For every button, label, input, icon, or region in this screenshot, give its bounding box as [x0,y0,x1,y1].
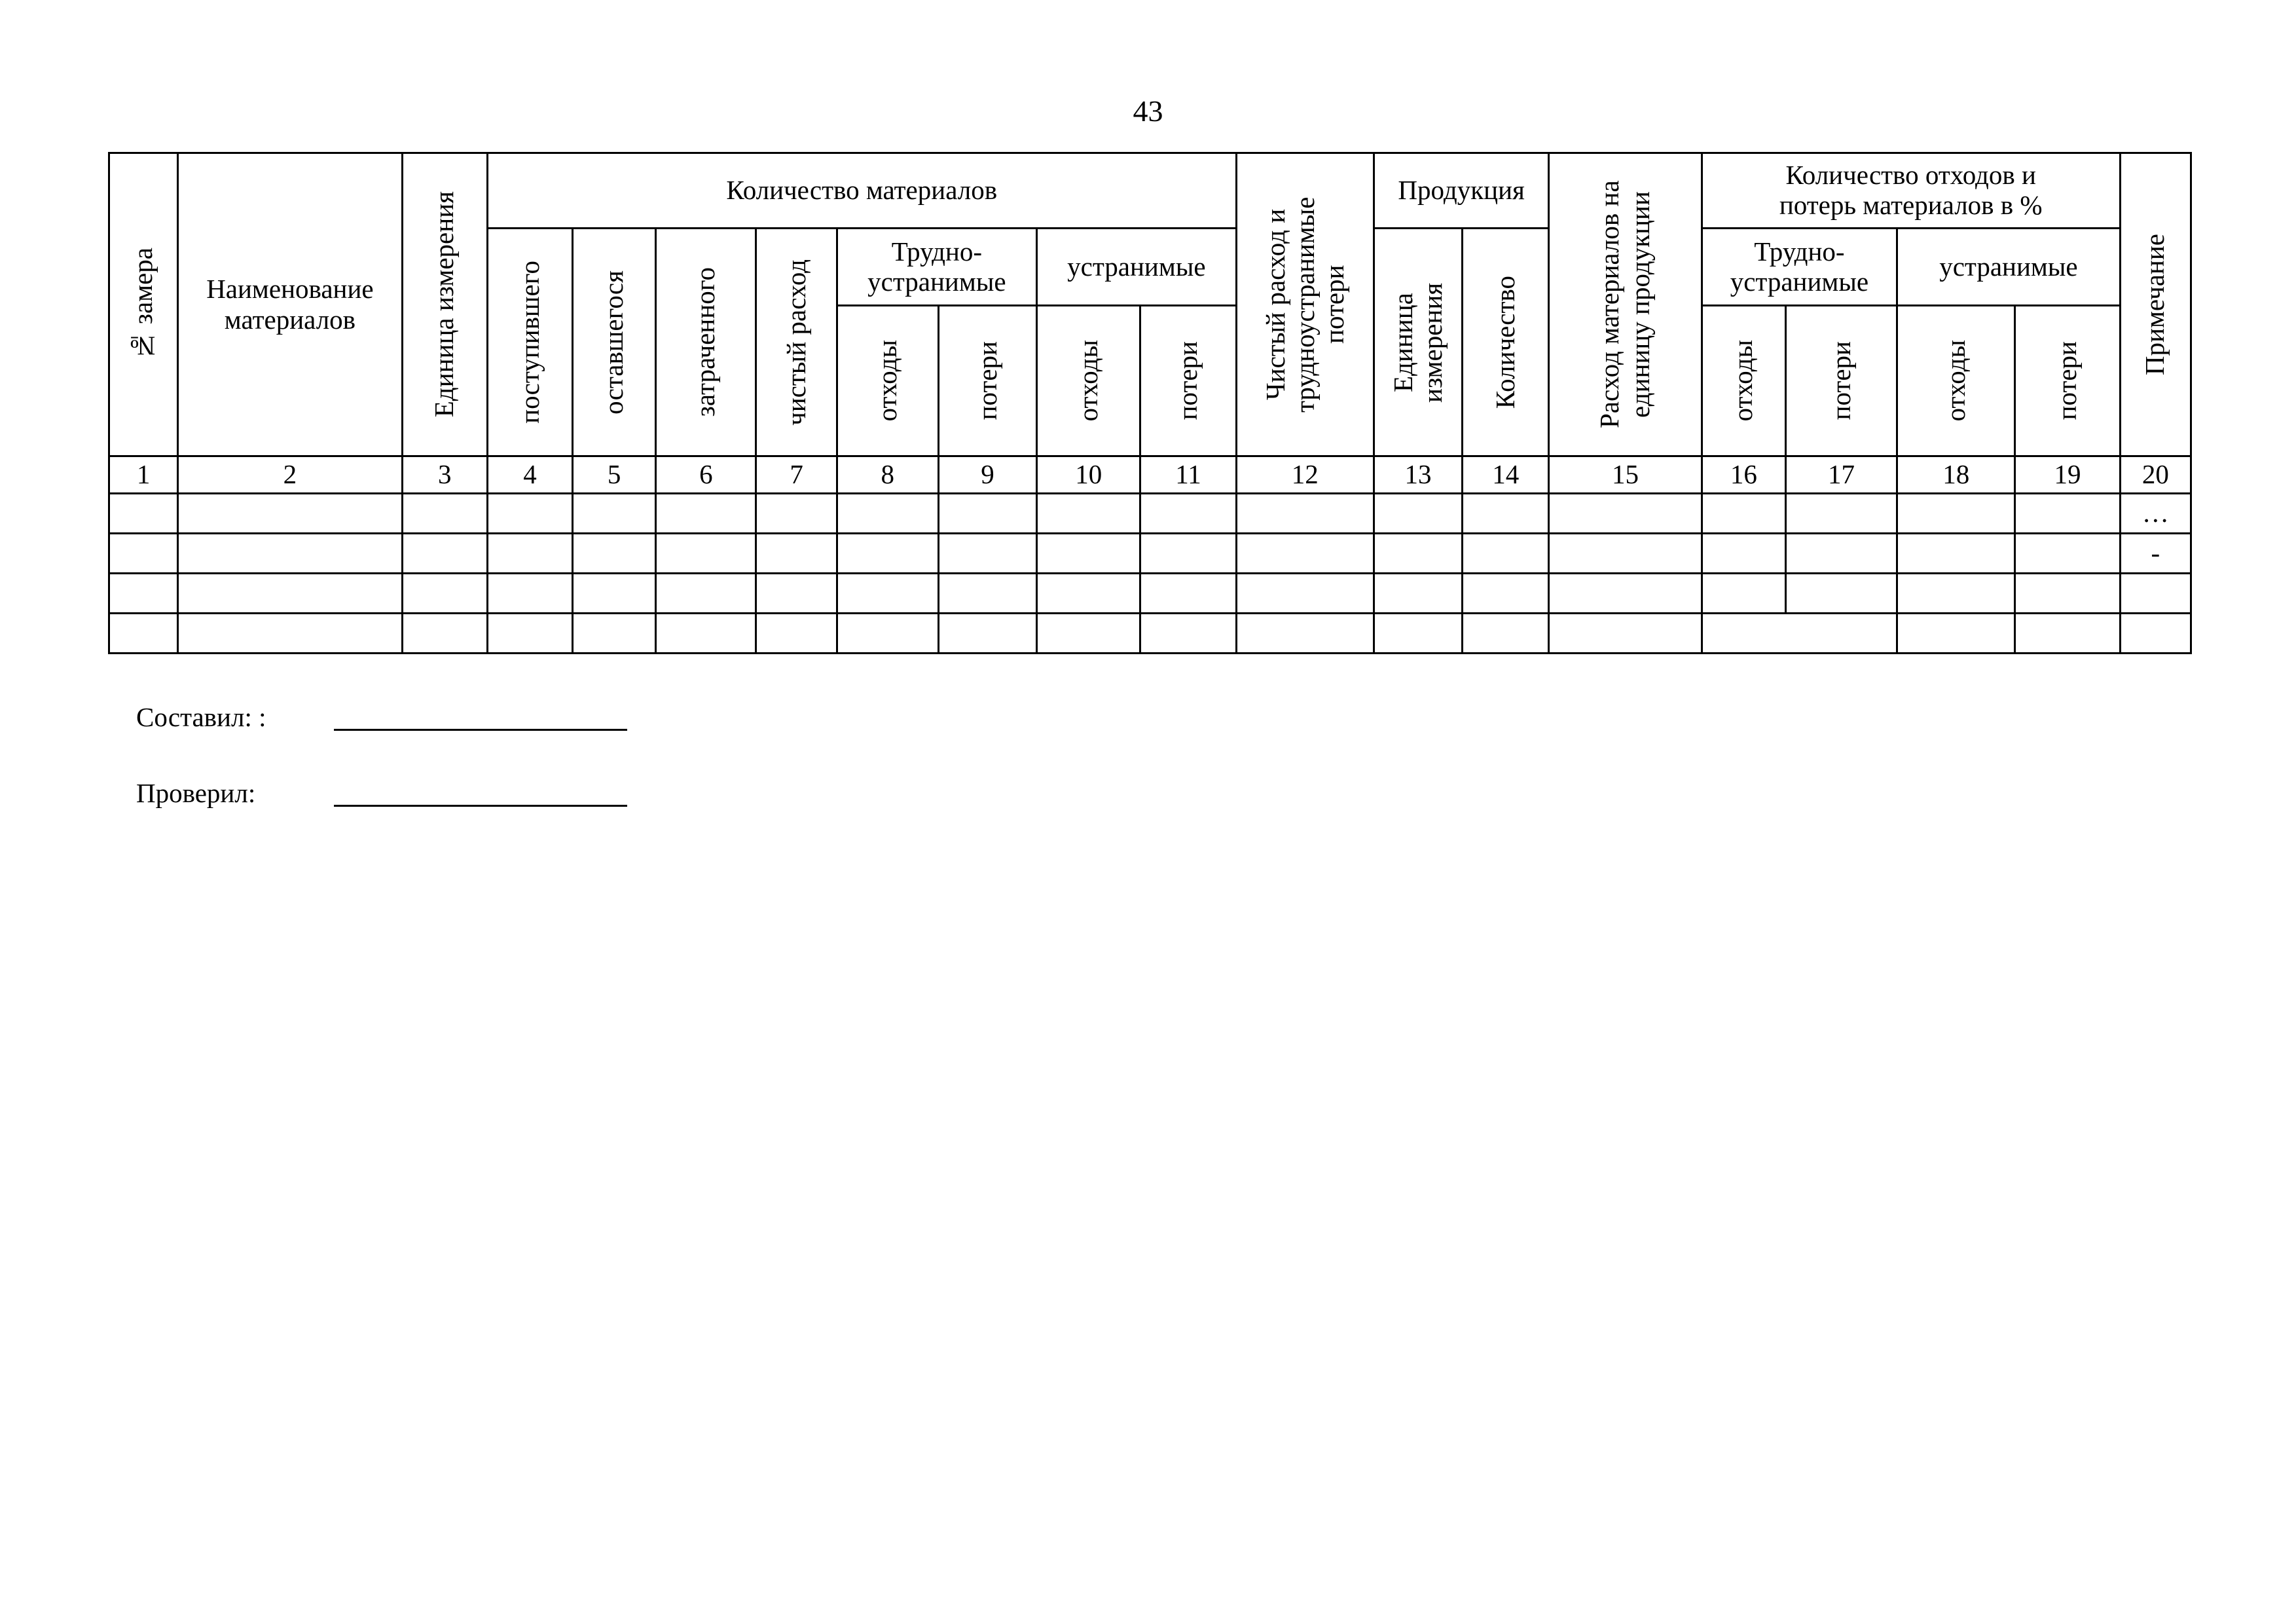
column-number: 14 [1463,456,1549,494]
header-pct-hard-waste: отходы [1702,306,1785,456]
header-pct-easy-loss: потери [2015,306,2120,456]
table-cell[interactable] [1785,574,1897,614]
column-number: 1 [109,456,178,494]
header-easy-loss: потери [1140,306,1236,456]
header-num: № замера [109,153,178,456]
table-cell[interactable] [1463,494,1549,534]
header-pct-easy-group: устранимые [1897,229,2121,306]
header-product-group: Продукция [1374,153,1548,229]
header-pct-easy-waste: отходы [1897,306,2015,456]
table-cell[interactable] [1897,614,2015,654]
column-number: 13 [1374,456,1462,494]
table-cell[interactable] [1037,494,1140,534]
table-cell[interactable] [1236,534,1374,574]
table-cell[interactable] [938,614,1036,654]
table-cell[interactable] [402,574,487,614]
table-cell[interactable] [178,494,403,534]
table-row [109,534,2191,574]
table-cell[interactable] [109,534,178,574]
column-number: 5 [573,456,656,494]
column-number: 18 [1897,456,2015,494]
table-cell[interactable] [487,574,572,614]
table-cell[interactable] [1549,614,1702,654]
table-cell[interactable] [1463,534,1549,574]
row-mark [2120,574,2191,614]
column-number: 8 [837,456,938,494]
header-product-unit: Единица измерения [1374,229,1462,456]
table-cell[interactable] [178,614,403,654]
table-cell[interactable] [756,614,837,654]
page-number: 43 [1133,94,1163,128]
table-cell[interactable] [1897,494,2015,534]
header-net: чистый расход [756,229,837,456]
column-number-row [109,456,2191,494]
table-cell[interactable] [2015,574,2120,614]
table-cell[interactable] [1037,574,1140,614]
table-cell[interactable] [837,574,938,614]
table-cell[interactable] [573,574,656,614]
table-cell[interactable] [487,614,572,654]
table-cell[interactable] [837,534,938,574]
table-cell[interactable] [756,494,837,534]
table-cell[interactable] [1897,534,2015,574]
header-pct-hard-group: Трудно-устранимые [1702,229,1897,306]
table-cell[interactable] [2015,494,2120,534]
column-number: 9 [938,456,1036,494]
table-cell[interactable] [1463,614,1549,654]
table-cell[interactable] [2015,614,2120,654]
table-cell[interactable] [1549,494,1702,534]
header-hard-group: Трудно-устранимые [837,229,1036,306]
column-number: 10 [1037,456,1140,494]
table-cell[interactable] [178,534,403,574]
table-cell[interactable] [656,534,756,574]
table-cell[interactable] [1140,494,1236,534]
header-unit: Единица измерения [402,153,487,456]
table-cell[interactable] [1549,574,1702,614]
table-cell[interactable] [938,574,1036,614]
table-cell[interactable] [1374,494,1462,534]
header-pct-hard-loss: потери [1785,306,1897,456]
table-cell[interactable] [573,534,656,574]
table-cell[interactable] [1037,534,1140,574]
table-cell[interactable] [938,534,1036,574]
checked-by-signature-line[interactable] [334,805,627,807]
table-cell[interactable] [1374,614,1462,654]
header-product-qty: Количество [1463,229,1549,456]
table-cell[interactable] [573,494,656,534]
table-cell[interactable] [1702,494,1785,534]
header-note: Примечание [2120,153,2191,456]
table-cell[interactable] [1702,534,1785,574]
column-number: 17 [1785,456,1897,494]
table-cell[interactable] [656,614,756,654]
table-cell[interactable] [1236,574,1374,614]
table-cell[interactable] [1140,574,1236,614]
table-cell[interactable] [1785,534,1897,574]
table-cell[interactable] [756,534,837,574]
table-cell[interactable] [1037,614,1140,654]
column-number: 3 [402,456,487,494]
header-spent: затраченного [656,229,756,456]
table-cell[interactable] [1140,614,1236,654]
row-mark: … [2120,494,2191,534]
table-cell[interactable] [1236,614,1374,654]
table-row [109,614,2191,654]
table-cell[interactable] [1702,614,1897,654]
table-cell[interactable] [938,494,1036,534]
header-hard-waste: отходы [837,306,938,456]
table-cell[interactable] [656,574,756,614]
column-number: 11 [1140,456,1236,494]
row-mark: - [2120,534,2191,574]
table-cell[interactable] [1463,574,1549,614]
header-net-hard: Чистый расход и трудноустранимые потери [1236,153,1374,456]
table-cell[interactable] [109,494,178,534]
table-cell[interactable] [487,534,572,574]
table-cell[interactable] [1140,534,1236,574]
compiled-by-signature-line[interactable] [334,729,627,731]
table-cell[interactable] [109,614,178,654]
table-cell[interactable] [1549,534,1702,574]
table-cell[interactable] [837,494,938,534]
header-pct-group: Количество отходов и потерь материалов в % [1702,153,2120,229]
header-name: Наименование материалов [178,153,403,456]
table-cell[interactable] [402,534,487,574]
column-number: 6 [656,456,756,494]
table-cell[interactable] [573,614,656,654]
compiled-by-label: Составил: : [136,702,266,732]
column-number: 4 [487,456,572,494]
header-hard-loss: потери [938,306,1036,456]
table-cell[interactable] [402,614,487,654]
column-number: 12 [1236,456,1374,494]
table-cell[interactable] [402,494,487,534]
header-qty-group: Количество материалов [487,153,1236,229]
table-cell[interactable] [178,574,403,614]
table-cell[interactable] [109,574,178,614]
materials-table [108,152,2192,654]
table-cell[interactable] [2015,534,2120,574]
header-remaining: оставшегося [573,229,656,456]
table-cell[interactable] [1897,574,2015,614]
header-received: поступившего [487,229,572,456]
table-cell[interactable] [1785,494,1897,534]
table-cell[interactable] [756,574,837,614]
checked-by-label: Проверил: [136,778,256,808]
column-number: 16 [1702,456,1785,494]
table-cell[interactable] [837,614,938,654]
row-mark [2120,614,2191,654]
table-cell[interactable] [1236,494,1374,534]
column-number: 20 [2120,456,2191,494]
column-number: 19 [2015,456,2120,494]
table-cell[interactable] [1702,574,1785,614]
header-easy-group: устранимые [1037,229,1237,306]
column-number: 15 [1549,456,1702,494]
table-cell[interactable] [487,494,572,534]
table-row [109,574,2191,614]
table-cell[interactable] [656,494,756,534]
header-consumption: Расход материалов на единицу продукции [1549,153,1702,456]
column-number: 7 [756,456,837,494]
table-cell[interactable] [1374,574,1462,614]
table-row [109,494,2191,534]
header-easy-waste: отходы [1037,306,1140,456]
column-number: 2 [178,456,403,494]
table-cell[interactable] [1374,534,1462,574]
